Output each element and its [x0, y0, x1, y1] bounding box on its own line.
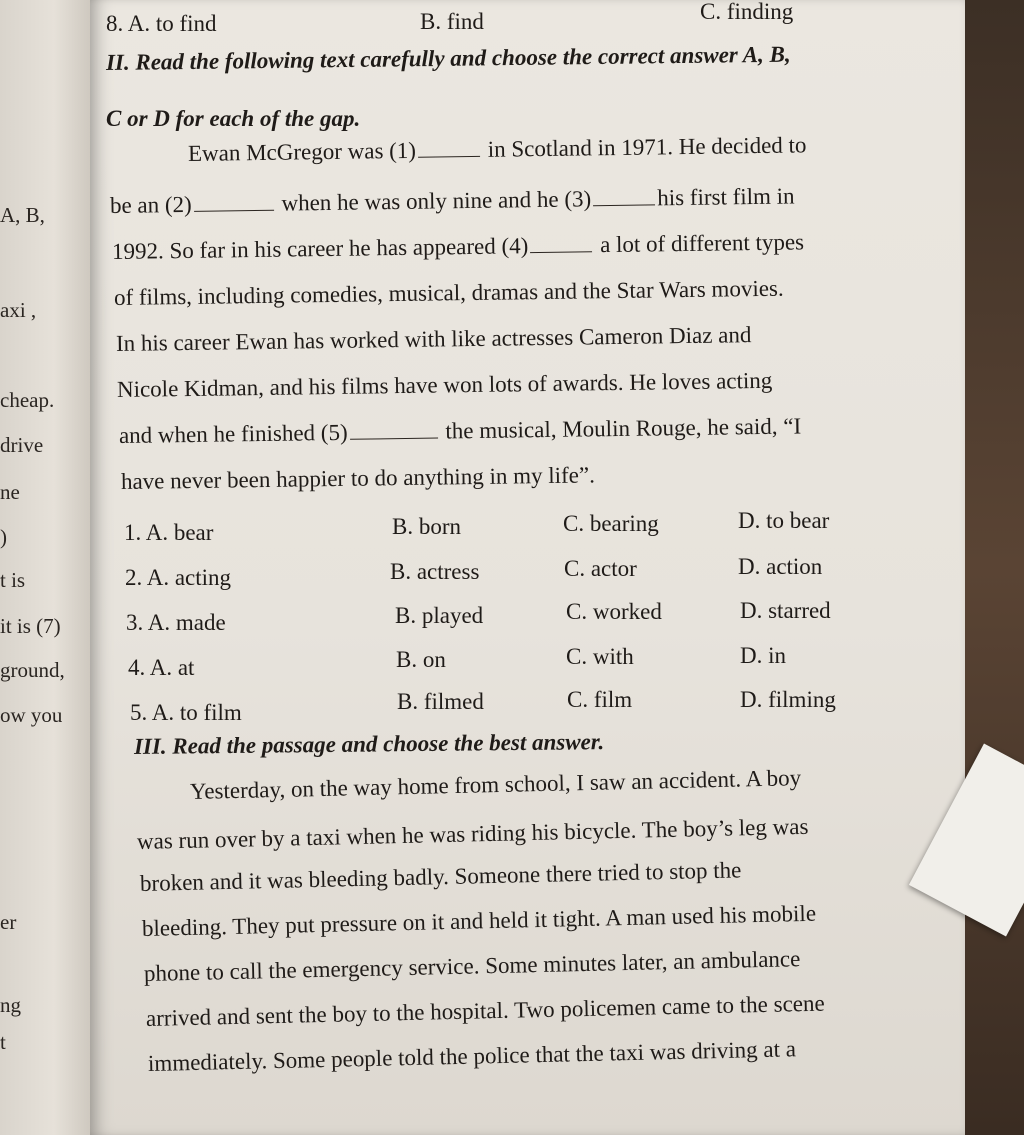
section3-line-4: bleeding. They put pressure on it and held it tight. A man used his mobile	[141, 900, 817, 941]
q3-option-d[interactable]: D. starred	[740, 598, 831, 623]
edge-fragment: ne	[0, 480, 20, 504]
section3-heading: III. Read the passage and choose the best answer.	[133, 729, 605, 759]
section3-line-7: immediately. Some people told the police that the taxi was driving at a	[147, 1036, 797, 1076]
passage-line-1: Ewan McGregor was (1) in Scotland in 1971. He decided to	[187, 132, 807, 166]
passage-line-2: be an (2) when he was only nine and he (3) his first film in	[109, 183, 795, 218]
q2-option-a[interactable]: 2. A. acting	[125, 565, 232, 590]
q4-option-a[interactable]: 4. A. at	[128, 655, 195, 680]
q4-option-d[interactable]: D. in	[740, 643, 786, 668]
gap-2[interactable]	[194, 209, 274, 212]
q8-option-a: 8. A. to find	[106, 11, 217, 36]
section2-heading-line2: C or D for each of the gap.	[106, 106, 361, 131]
section3-line-2: was run over by a taxi when he was riding his bicycle. The boy’s leg was	[136, 813, 809, 854]
edge-fragment: t is	[0, 568, 26, 592]
q8-option-c: C. finding	[700, 0, 794, 24]
passage-line-3: 1992. So far in his career he has appeared (4) a lot of different types	[111, 229, 805, 264]
q2-option-d[interactable]: D. action	[738, 554, 823, 579]
section3-line-1: Yesterday, on the way home from school, I saw an accident. A boy	[189, 765, 802, 804]
edge-fragment: drive	[0, 433, 44, 457]
q5-option-b[interactable]: B. filmed	[397, 689, 484, 714]
gap-1[interactable]	[418, 155, 480, 158]
edge-fragment: A, B,	[0, 203, 45, 227]
q3-option-c[interactable]: C. worked	[566, 599, 662, 624]
q5-option-a[interactable]: 5. A. to film	[130, 700, 242, 725]
q1-option-b[interactable]: B. born	[392, 514, 461, 539]
q1-option-c[interactable]: C. bearing	[563, 511, 659, 536]
q2-option-b[interactable]: B. actress	[390, 559, 480, 584]
edge-fragment: t	[0, 1030, 6, 1054]
q4-option-c[interactable]: C. with	[566, 644, 634, 669]
gap-4[interactable]	[530, 250, 592, 253]
passage-line-5: In his career Ewan has worked with like actresses Cameron Diaz and	[115, 322, 752, 356]
edge-fragment: axi ,	[0, 298, 37, 322]
q1-option-d[interactable]: D. to bear	[738, 508, 830, 533]
background-table	[965, 0, 1024, 1135]
gap-5[interactable]	[350, 437, 438, 440]
q1-option-a[interactable]: 1. A. bear	[124, 520, 214, 545]
passage-line-4: of films, including comedies, musical, dramas and the Star Wars movies.	[113, 275, 784, 310]
passage-line-8: have never been happier to do anything in my life”.	[120, 462, 596, 494]
edge-fragment: ow you	[0, 703, 63, 727]
q4-option-b[interactable]: B. on	[396, 647, 446, 672]
section3-line-6: arrived and sent the boy to the hospital. Two policemen came to the scene	[145, 990, 825, 1031]
q8-option-b: B. find	[420, 9, 484, 34]
q5-option-c[interactable]: C. film	[567, 687, 633, 712]
q5-option-d[interactable]: D. filming	[740, 687, 836, 712]
edge-fragment: cheap.	[0, 388, 55, 412]
edge-fragment: ng	[0, 993, 21, 1017]
passage-line-7: and when he finished (5) the musical, Moulin Rouge, he said, “I	[118, 413, 802, 448]
q2-option-c[interactable]: C. actor	[564, 556, 637, 581]
edge-fragment: )	[0, 525, 7, 549]
gap-3[interactable]	[593, 203, 655, 206]
q3-option-b[interactable]: B. played	[395, 603, 484, 628]
q3-option-a[interactable]: 3. A. made	[126, 610, 226, 635]
passage-line-6: Nicole Kidman, and his films have won lots of awards. He loves acting	[116, 367, 773, 402]
edge-fragment: ground,	[0, 658, 65, 682]
section2-heading-line1: II. Read the following text carefully and choose the correct answer A, B,	[105, 41, 791, 75]
edge-fragment: er	[0, 910, 17, 934]
section3-line-3: broken and it was bleeding badly. Someone there tried to stop the	[139, 857, 742, 896]
section3-line-5: phone to call the emergency service. Some minutes later, an ambulance	[143, 946, 801, 986]
edge-fragment: it is (7)	[0, 614, 61, 638]
